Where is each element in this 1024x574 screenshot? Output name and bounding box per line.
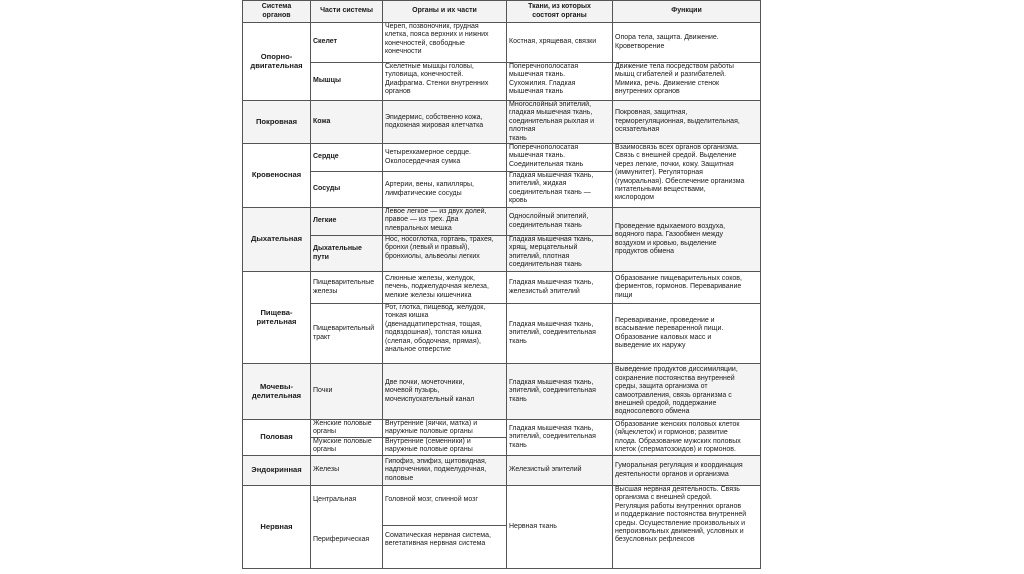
organs-skeleton: Череп, позвоночник, грудная клетка, пояса верхних и нижних конечностей, свободные конечности xyxy=(383,23,507,63)
organs-lungs: Левое легкое — из двух долей, правое — из трех. Два плевральных мешка xyxy=(383,208,507,236)
organs-endocrine: Гипофиз, эпифиз, щитовидная, надпочечники, поджелудочная, половые xyxy=(383,456,507,486)
functions-muscles: Движение тела посредством работы мышц сгибателей и разгибателей. Мимика, речь. Движение стенок внутренних органов xyxy=(613,63,761,101)
part-endocrine-glands: Железы xyxy=(311,456,383,486)
part-nervous xyxy=(311,486,383,569)
functions-skin: Покровная, защитная, терморегуляционная, выделительная, осязательная xyxy=(613,101,761,144)
functions-glands: Образование пищеварительных соков, ферментов, гормонов. Переваривание пищи xyxy=(613,272,761,304)
part-kidneys: Почки xyxy=(311,364,383,420)
part-muscles: Мышцы xyxy=(311,63,383,101)
table-row xyxy=(243,23,761,63)
system-excretory: Мочевы- делительная xyxy=(243,364,311,420)
functions-circulatory: Взаимосвязь всех органов организма. Связь с внешней средой. Выделение через легкие, почки, кожу. Защитная (иммунитет). Регуляторная (гуморальная). Обеспечение организма питательными веществами, кислородом xyxy=(613,144,761,208)
tissues-tract: Гладкая мышечная ткань, эпителий, соединительная ткань xyxy=(507,304,613,364)
table-row xyxy=(243,144,761,172)
part-reproductive xyxy=(311,420,383,456)
header-parts: Части системы xyxy=(311,1,383,23)
organs-tract: Рот, глотка, пищевод, желудок, тонкая кишка (двенадцатиперстная, тощая, подвздошная), толстая кишка (слепая, ободочная, прямая), анальное отверстие xyxy=(383,304,507,364)
tissues-glands: Гладкая мышечная ткань, железистый эпителий xyxy=(507,272,613,304)
table-header-row xyxy=(243,1,761,23)
system-respiratory: Дыхательная xyxy=(243,208,311,272)
organs-muscles: Скелетные мышцы головы, туловища, конечностей. Диафрагма. Стенки внутренних органов xyxy=(383,63,507,101)
system-digestive: Пищева- рительная xyxy=(243,272,311,364)
tissues-vessels: Гладкая мышечная ткань, эпителий, жидкая соединительная ткань — кровь xyxy=(507,172,613,208)
header-organs: Органы и их части xyxy=(383,1,507,23)
organs-kidneys: Две почки, мочеточники, мочевой пузырь, мочеиспускательный канал xyxy=(383,364,507,420)
part-vessels: Сосуды xyxy=(311,172,383,208)
organs-peripheral: Соматическая нервная система, вегетативная нервная система xyxy=(385,532,491,548)
tissues-skin: Многослойный эпителий, гладкая мышечная ткань, соединительная рыхлая и плотная ткань xyxy=(507,101,613,144)
table-row xyxy=(243,420,761,456)
organs-airways: Нос, носоглотка, гортань, трахея, бронхи (левый и правый), бронхиолы, альвеолы легких xyxy=(383,236,507,272)
organs-female: Внутренние (яички, матка) и наружные половые органы xyxy=(385,420,478,436)
organs-vessels: Артерии, вены, капилляры, лимфатические сосуды xyxy=(383,172,507,208)
functions-skeleton: Опора тела, защита. Движение. Кроветворение xyxy=(613,23,761,63)
organs-central: Головной мозг, спинной мозг xyxy=(383,486,506,526)
system-integumentary: Покровная xyxy=(243,101,311,144)
table-row xyxy=(243,486,761,569)
functions-tract: Переваривание, проведение и всасывание переваренной пищи. Образование каловых масс и выведение их наружу xyxy=(613,304,761,364)
system-circulatory: Кровеносная xyxy=(243,144,311,208)
table-row xyxy=(243,456,761,486)
tissues-kidneys: Гладкая мышечная ткань, эпителий, соединительная ткань xyxy=(507,364,613,420)
part-skin: Кожа xyxy=(311,101,383,144)
table-row xyxy=(243,101,761,144)
organs-glands: Слюнные железы, желудок, печень, поджелудочная железа, мелкие железы кишечника xyxy=(383,272,507,304)
table-row xyxy=(243,272,761,304)
functions-respiratory: Проведение вдыхаемого воздуха, водяного пара. Газообмен между воздухом и кровью, выделение продуктов обмена xyxy=(613,208,761,272)
tissues-heart: Поперечнополосатая мышечная ткань. Соединительная ткань xyxy=(507,144,613,172)
organs-reproductive xyxy=(383,420,507,456)
part-peripheral: Периферическая xyxy=(313,536,370,544)
organs-nervous xyxy=(383,486,507,569)
system-locomotor: Опорно- двигательная xyxy=(243,23,311,101)
header-system: Система органов xyxy=(243,1,311,23)
part-female: Женские половые органы xyxy=(313,420,372,436)
header-functions: Функции xyxy=(613,1,761,23)
part-airways: Дыхательные пути xyxy=(311,236,383,272)
tissues-skeleton: Костная, хрящевая, связки xyxy=(507,23,613,63)
tissues-nervous: Нервная ткань xyxy=(507,486,613,569)
functions-reproductive: Образование женских половых клеток (яйцеклеток) и гормонов; развитие плода. Образование мужских половых клеток (сперматозоидов) и гормонов. xyxy=(613,420,761,456)
organs-heart: Четырехкамерное сердце. Околосердечная сумка xyxy=(383,144,507,172)
system-endocrine: Эндокринная xyxy=(243,456,311,486)
functions-nervous: Высшая нервная деятельность. Связь организма с внешней средой. Регуляция работы внутренних органов и поддержание постоянства внутренней среды. Осуществление произвольных и непроизвольных движений, условных и безусловных рефлексов xyxy=(613,486,761,569)
part-heart: Сердце xyxy=(311,144,383,172)
table-row xyxy=(243,208,761,236)
organ-systems-table xyxy=(242,0,761,569)
tissues-reproductive: Гладкая мышечная ткань, эпителий, соединительная ткань xyxy=(507,420,613,456)
tissues-endocrine: Железистый эпителий xyxy=(507,456,613,486)
table-row xyxy=(243,304,761,364)
part-central: Центральная xyxy=(313,496,357,504)
tissues-lungs: Однослойный эпителий, соединительная ткань xyxy=(507,208,613,236)
functions-excretory: Выведение продуктов диссимиляции, сохранение постоянства внутренней среды, защита организма от самоотравления, связь организма с внешней средой, поддержание водносолевого обмена xyxy=(613,364,761,420)
part-glands: Пищеварительные железы xyxy=(311,272,383,304)
tissues-muscles: Поперечнополосатая мышечная ткань. Сухожилия. Гладкая мышечная ткань xyxy=(507,63,613,101)
table-row xyxy=(243,364,761,420)
part-tract: Пищеварительный тракт xyxy=(311,304,383,364)
part-male: Мужские половые органы xyxy=(313,437,372,454)
system-reproductive: Половая xyxy=(243,420,311,456)
table-row xyxy=(243,63,761,101)
header-tissues: Ткани, из которых состоят органы xyxy=(507,1,613,23)
organs-male: Внутренние (семенники) и наружные половые органы xyxy=(385,437,473,454)
functions-endocrine: Гуморальная регуляция и координация деятельности органов и организма xyxy=(613,456,761,486)
part-skeleton: Скелет xyxy=(311,23,383,63)
organs-skin: Эпидермис, собственно кожа, подкожная жировая клетчатка xyxy=(383,101,507,144)
document-page xyxy=(242,0,760,572)
tissues-airways: Гладкая мышечная ткань, хрящ, мерцательный эпителий, плотная соединительная ткань xyxy=(507,236,613,272)
part-lungs: Легкие xyxy=(311,208,383,236)
system-nervous: Нервная xyxy=(243,486,311,569)
